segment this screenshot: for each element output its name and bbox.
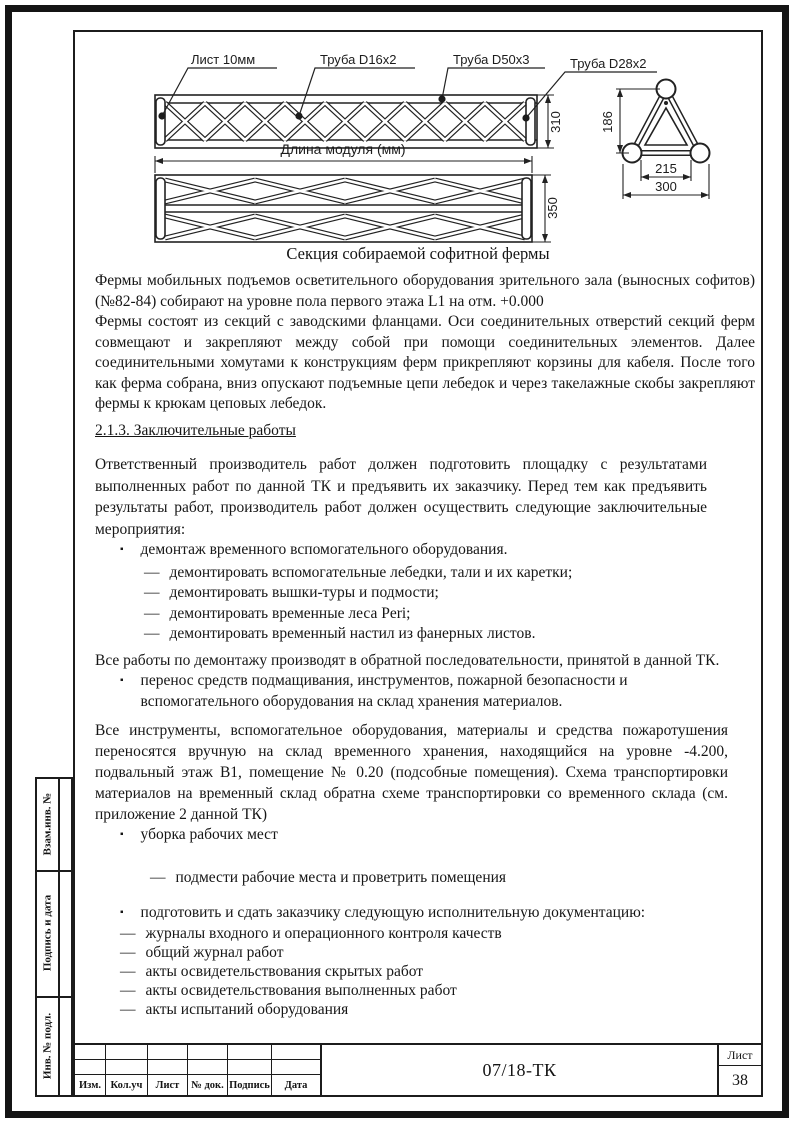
revision-cell (188, 1060, 228, 1075)
truss-side-view (155, 175, 532, 242)
revision-cell (148, 1045, 188, 1060)
dash-marker: — (120, 982, 136, 999)
bullet-text: подготовить и сдать заказчику следующую исполнительную документацию: (140, 904, 646, 921)
dash-text: общий журнал работ (145, 944, 284, 961)
dash-text: акты освидетельствования выполненных работ (145, 982, 457, 999)
dim-310-text: 310 (548, 111, 563, 133)
dash-item (95, 924, 755, 943)
sidebar-cell-inv-podl (35, 996, 73, 1097)
section-heading: 2.1.3. Заключительные работы (95, 421, 296, 439)
sheet-number: 38 (732, 1071, 748, 1089)
figure-caption: Секция собираемой софитной фермы (286, 244, 550, 263)
dash-text: демонтировать вышки-туры и подмости; (169, 584, 439, 601)
sidebar-label: Взам.инв. № (41, 792, 54, 855)
revision-cell (75, 1045, 106, 1060)
truss-top-diagonals-inner (165, 103, 525, 140)
bullet-text: уборка рабочих мест (140, 826, 278, 843)
sidebar-cell-podpis-data (35, 870, 73, 998)
paragraph-3: Ответственный производитель работ должен подготовить площадку с результатами выполненных работ по данной ТК и предъявить их заказчику. Перед тем как предъявить результаты работ, производитель работ должен осуществить следующие заключительные мероприятия: (95, 456, 707, 538)
dash-marker: — (120, 963, 136, 980)
revision-table (75, 1045, 322, 1095)
revision-cell (188, 1045, 228, 1060)
bullet-item-transfer (95, 671, 755, 712)
dim-300-text: 300 (655, 179, 677, 194)
bullet-marker: ▪ (120, 675, 124, 686)
bullet-item (95, 540, 755, 563)
bullet-item-cleanup (95, 825, 755, 848)
dash-item (95, 981, 755, 1000)
label-tube-d28x2: Труба D28x2 (570, 56, 647, 71)
body-text (95, 271, 755, 1019)
col-header-ndok: № док. (188, 1075, 228, 1095)
dim-186-text: 186 (600, 111, 615, 133)
dash-text: демонтировать временные леса Peri; (169, 604, 411, 622)
dim-215-text: 215 (655, 161, 677, 176)
bullet-marker: ▪ (120, 544, 124, 555)
bullet-marker: ▪ (120, 907, 124, 918)
col-header-list: Лист (148, 1075, 188, 1095)
bullet-list-dismantle (95, 540, 755, 645)
label-tube-d16x2: Труба D16x2 (320, 52, 397, 67)
dash-text: акты освидетельствования скрытых работ (145, 963, 424, 980)
dash-text: журналы входного и операционного контроля качеств (145, 925, 502, 942)
bullet-list-documentation (95, 903, 755, 1019)
dash-item (95, 583, 755, 604)
sheet-label: Лист (719, 1045, 761, 1066)
dim-module-length (155, 156, 532, 173)
dash-item (95, 604, 755, 625)
dash-marker: — (120, 944, 136, 961)
revision-cell (75, 1060, 106, 1075)
revision-cell (228, 1045, 272, 1060)
dash-text: демонтировать временный настил из фанерных листов. (169, 625, 536, 642)
dash-marker: — (144, 604, 160, 622)
dash-item (95, 962, 755, 981)
bullet-item (95, 903, 755, 924)
dash-text: акты испытаний оборудования (145, 1001, 349, 1018)
col-header-izm: Изм. (75, 1075, 106, 1095)
dash-item (101, 868, 755, 889)
revision-cell (272, 1060, 320, 1075)
sheet-cell (717, 1045, 761, 1095)
paragraph-5: Все инструменты, вспомогательное оборудования, материалы и средства пожаротушения переносятся вручную на склад временного хранения, находящийся на уровне -4.200, подвальный этаж B1, помещение № 0.20 (подсобные помещения). Схема транспортировки материалов на временный склад обратна схеме транспортировки со временного склада (см. приложение 2 данной ТК) (95, 722, 728, 823)
dash-marker: — (144, 584, 160, 601)
truss-drawing (85, 40, 745, 262)
paragraph-2: Фермы состоят из секций с заводскими фланцами. Оси соединительных отверстий секций ферм совмещают и закрепляют между собой при помощи соединительных элементов. Далее соединительными хомутами к конструкциям ферм прикрепляют корзины для кабеля. После того как ферма собрана, вниз опускают подъемные цепи лебедок и через такелажные скобы закрепляют фермы к крюкам цеповых лебедок. (95, 313, 755, 412)
dash-marker: — (144, 625, 160, 642)
sidebar-label-column (37, 998, 60, 1095)
truss-side-diagonals-inner (165, 180, 525, 238)
sidebar-cell-vzam-inv (35, 777, 73, 872)
dash-marker: — (144, 563, 160, 581)
paragraph-1: Фермы мобильных подъемов осветительного оборудования зрительного зала (выносных софитов) (№82-84) собирают на уровне пола первого этажа L1 на отм. +0.000 (95, 272, 755, 310)
dash-item (95, 563, 755, 584)
revision-cell (272, 1045, 320, 1060)
paragraph-4: Все работы по демонтажу производят в обратной последовательности, принятой в данной ТК. (95, 651, 720, 669)
sidebar-label-column (37, 872, 60, 996)
revision-cell (228, 1060, 272, 1075)
sidebar-label-column (37, 779, 60, 870)
col-header-podpis: Подпись (228, 1075, 272, 1095)
cross-section-dot (664, 101, 668, 105)
dash-text: подмести рабочие места и проветрить помещения (175, 868, 507, 886)
dash-marker: — (120, 925, 136, 942)
revision-cell (106, 1045, 148, 1060)
bullet-text: перенос средств подмащивания, инструментов, пожарной безопасности и вспомогательного оборудования на склад хранения материалов. (140, 672, 628, 710)
bullet-marker: ▪ (120, 829, 124, 840)
label-tube-d50x3: Труба D50x3 (453, 52, 530, 67)
col-header-data: Дата (284, 1079, 308, 1091)
sidebar-label: Подпись и дата (41, 894, 54, 972)
document-code: 07/18-ТК (482, 1059, 557, 1080)
revision-cell (106, 1060, 148, 1075)
title-block (73, 1043, 763, 1097)
dash-item (95, 1000, 755, 1019)
sidebar-label: Инв. № подл. (41, 1012, 54, 1079)
dash-marker: — (120, 1001, 136, 1018)
col-header-koluch: Кол.уч (106, 1075, 148, 1095)
dash-item (95, 943, 755, 962)
revision-cell (148, 1060, 188, 1075)
dash-marker: — (150, 868, 166, 886)
dash-item (95, 624, 755, 645)
bullet-text: демонтаж временного вспомогательного оборудования. (140, 541, 508, 558)
dim-module-text: Длина модуля (мм) (280, 141, 406, 157)
label-sheet-10mm: Лист 10мм (191, 52, 256, 67)
dash-text: демонтировать вспомогательные лебедки, тали и их каретки; (169, 563, 573, 581)
dim-350-text: 350 (545, 197, 560, 219)
